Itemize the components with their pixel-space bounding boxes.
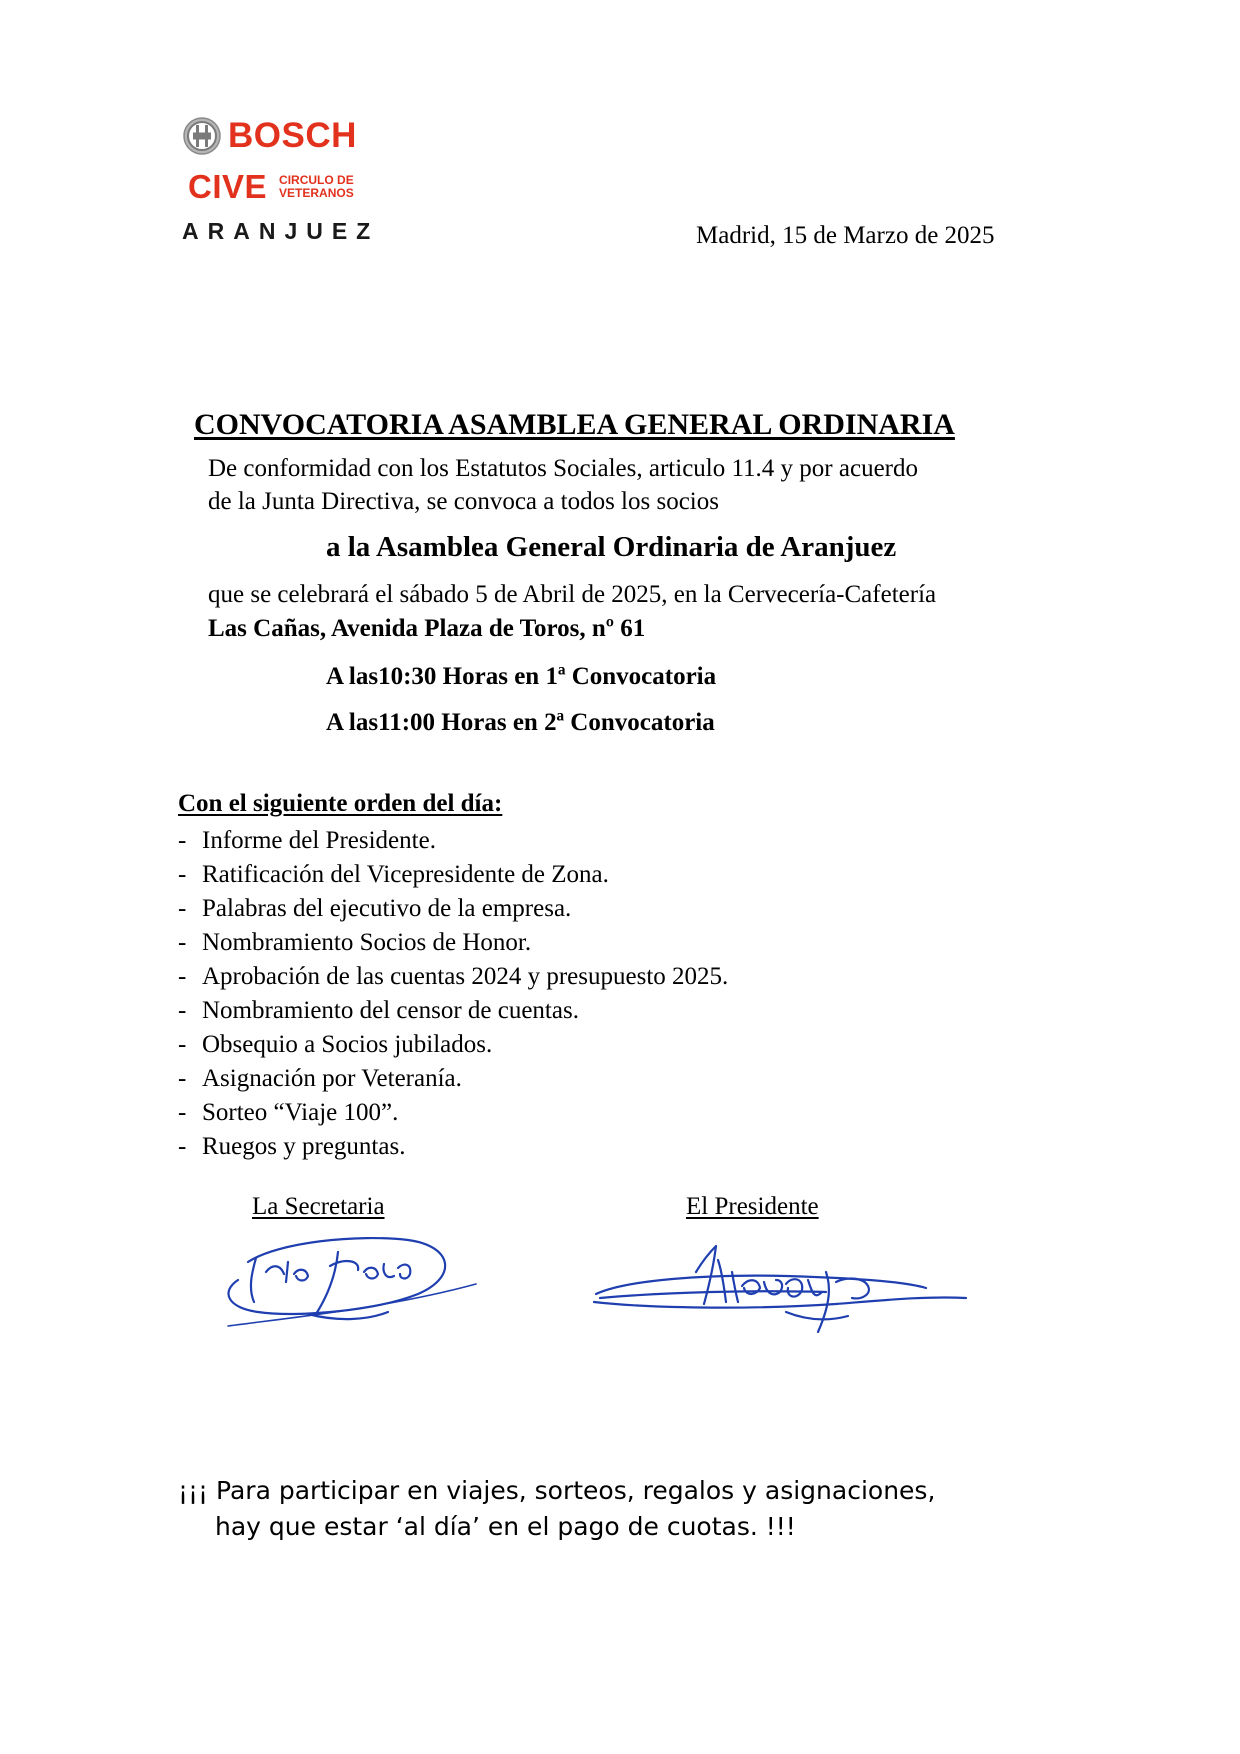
- first-call-time: A las10:30 Horas en 1ª Convocatoria: [326, 663, 717, 690]
- agenda-item: [178, 1130, 1078, 1164]
- cive-subtitle: [279, 174, 354, 200]
- intro-paragraph: [208, 452, 918, 518]
- agenda-bullet: -: [178, 1133, 187, 1160]
- bosch-brand: [182, 114, 357, 158]
- agenda-heading: Con el siguiente orden del día:: [178, 790, 503, 817]
- agenda-item: [178, 824, 1078, 858]
- bosch-armature-icon: [182, 116, 222, 156]
- venue-line: Las Cañas, Avenida Plaza de Toros, nº 61: [208, 615, 646, 642]
- note-line-2: hay que estar ‘al día’ en el pago de cuotas. !!!: [215, 1512, 796, 1541]
- second-call-time: A las11:00 Horas en 2ª Convocatoria: [326, 709, 715, 736]
- agenda-item: [178, 1028, 1078, 1062]
- agenda-item: [178, 892, 1078, 926]
- cive-subtitle-line-2: VETERANOS: [279, 186, 354, 200]
- note-line-1: ¡¡¡ Para participar en viajes, sorteos, regalos y asignaciones,: [178, 1476, 936, 1505]
- agenda-item-text: Sorteo “Viaje 100”.: [202, 1099, 399, 1126]
- intro-line-1: De conformidad con los Estatutos Sociales, articulo 11.4 y por acuerdo: [208, 455, 918, 482]
- agenda-item-text: Obsequio a Socios jubilados.: [202, 1031, 493, 1058]
- agenda-item-text: Aprobación de las cuentas 2024 y presupuesto 2025.: [202, 963, 729, 990]
- cive-brand: [188, 168, 354, 206]
- agenda-bullet: -: [178, 963, 187, 990]
- agenda-item-text: Ruegos y preguntas.: [202, 1133, 406, 1160]
- agenda-item: [178, 926, 1078, 960]
- agenda-bullet: -: [178, 861, 187, 888]
- agenda-item-text: Nombramiento Socios de Honor.: [202, 929, 532, 956]
- agenda-item: [178, 960, 1078, 994]
- date-line: Madrid, 15 de Marzo de 2025: [696, 222, 995, 249]
- agenda-list: [178, 824, 1078, 1164]
- cive-subtitle-line-1: CIRCULO DE: [279, 173, 354, 187]
- bosch-wordmark: BOSCH: [228, 116, 357, 155]
- assembly-heading: a la Asamblea General Ordinaria de Aranjuez: [326, 531, 897, 563]
- agenda-item: [178, 994, 1078, 1028]
- document-title: CONVOCATORIA ASAMBLEA GENERAL ORDINARIA: [194, 408, 955, 441]
- agenda-item: [178, 1096, 1078, 1130]
- cive-wordmark: CIVE: [188, 168, 268, 205]
- agenda-bullet: -: [178, 1099, 187, 1126]
- secretary-label: La Secretaria: [252, 1193, 385, 1220]
- celebration-line: que se celebrará el sábado 5 de Abril de 2025, en la Cervecería-Cafetería: [208, 581, 937, 608]
- intro-line-2: de la Junta Directiva, se convoca a todos los socios: [208, 488, 719, 515]
- agenda-bullet: -: [178, 997, 187, 1024]
- agenda-item: [178, 858, 1078, 892]
- president-signature: [586, 1242, 976, 1342]
- secretary-signature: [218, 1222, 478, 1340]
- bosch-cive-logo: [182, 110, 422, 260]
- agenda-item: [178, 1062, 1078, 1096]
- agenda-bullet: -: [178, 1031, 187, 1058]
- agenda-bullet: -: [178, 895, 187, 922]
- agenda-item-text: Palabras del ejecutivo de la empresa.: [202, 895, 572, 922]
- agenda-bullet: -: [178, 827, 187, 854]
- agenda-item-text: Nombramiento del censor de cuentas.: [202, 997, 579, 1024]
- agenda-item-text: Ratificación del Vicepresidente de Zona.: [202, 861, 609, 888]
- payment-reminder-note: [178, 1473, 935, 1545]
- agenda-item-text: Asignación por Veteranía.: [202, 1065, 462, 1092]
- agenda-bullet: -: [178, 929, 187, 956]
- president-label: El Presidente: [686, 1193, 819, 1220]
- agenda-bullet: -: [178, 1065, 187, 1092]
- agenda-item-text: Informe del Presidente.: [202, 827, 436, 854]
- city-name: ARANJUEZ: [182, 218, 380, 244]
